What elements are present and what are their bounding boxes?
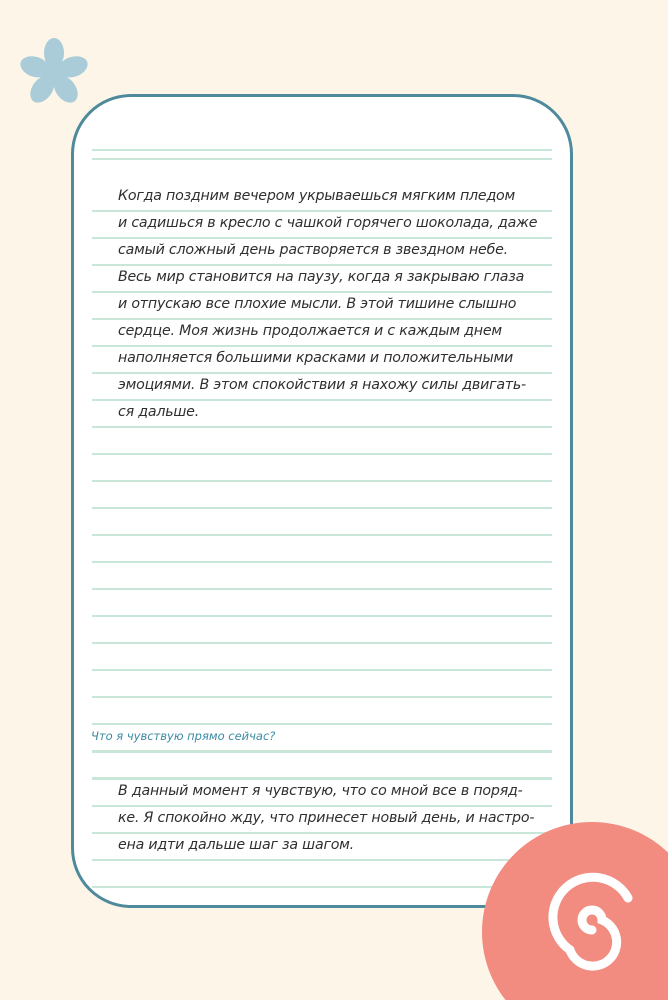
answer-line: В данный момент я чувствую, что со мной все в поряд- [118, 783, 523, 799]
entry-line: и садишься в кресло с чашкой горячего шоколада, даже [118, 215, 538, 231]
entry-line: и отпускаю все плохие мысли. В этой тишине слышно [118, 296, 517, 312]
entry-line: Весь мир становится на паузу, когда я закрываю глаза [118, 269, 525, 285]
entry-line: самый сложный день растворяется в звездном небе. [118, 242, 508, 258]
entry-line: эмоциями. В этом спокойствии я нахожу силы двигать- [118, 377, 526, 393]
answer-line: ена идти дальше шаг за шагом. [118, 837, 354, 853]
entry-line: сердце. Моя жизнь продолжается и с каждым днем [118, 323, 502, 339]
feelings-prompt: Что я чувствую прямо сейчас? [91, 729, 276, 743]
answer-line: ке. Я спокойно жду, что принесет новый день, и настро- [118, 810, 535, 826]
entry-line: ся дальше. [118, 404, 199, 420]
entry-line: наполняется большими красками и положительными [118, 350, 513, 366]
entry-line: Когда поздним вечером укрываешься мягким пледом [118, 188, 516, 204]
